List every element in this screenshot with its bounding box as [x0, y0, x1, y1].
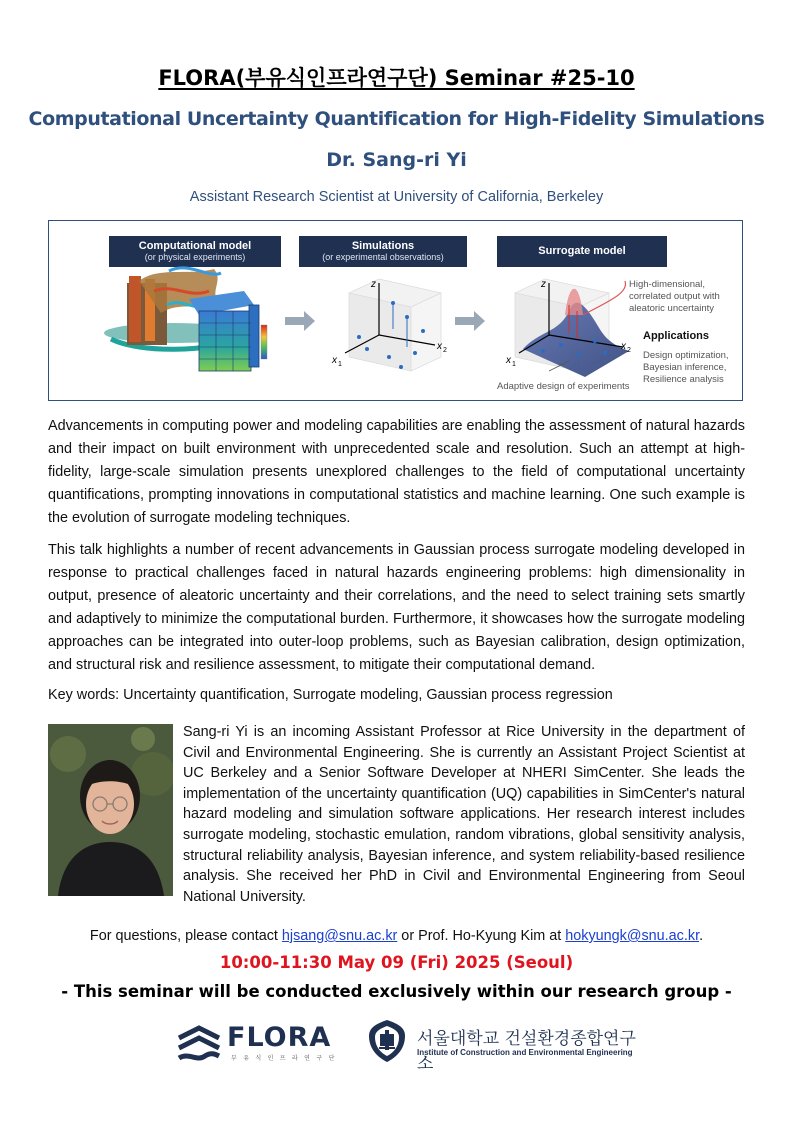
application-item-3: Resilience analysis: [643, 374, 724, 385]
keywords: Key words: Uncertainty quantification, Surrogate modeling, Gaussian process regression: [48, 687, 613, 703]
simulations-scatter: [331, 279, 447, 371]
annotation-output-line1: High-dimensional,: [629, 279, 706, 290]
annotation-output-line3: aleatoric uncertainty: [629, 303, 715, 314]
arrow-icon: [285, 311, 315, 331]
sur-axis-x2: x: [621, 341, 626, 352]
contact-prefix: For questions, please contact: [89, 928, 282, 944]
speaker-name: Dr. Sang-ri Yi: [326, 149, 467, 171]
annotation-output-line2: correlated output with: [629, 291, 720, 302]
snu-korean-name: 서울대학교 건설환경종합연구소: [417, 1029, 636, 1074]
snu-emblem-icon: [365, 1018, 409, 1064]
speaker-photo: [48, 724, 173, 896]
sim-axis-x2-sub: 2: [443, 347, 447, 354]
contact-line: [0, 928, 793, 944]
email-link-hokyungk[interactable]: hokyungk@snu.ac.kr: [565, 928, 700, 944]
email-link-hjsang[interactable]: hjsang@snu.ac.kr: [281, 928, 398, 944]
contact-suffix: .: [699, 928, 704, 944]
abstract-paragraph-1: Advancements in computing power and modeling capabilities are enabling the assessment of natural hazards and their impact on built environment with unprecedented scale and resolution. Such an attempt at high-fidelity, large-scale simulation presents unexplored challenges to the field of computational uncertainty quantifications, prompting innovations in computational statistics and machine learning. One such example is the evolution of surrogate modeling techniques.: [48, 418, 745, 526]
arrow-icon: [455, 311, 485, 331]
flora-wave-icon: [175, 1024, 223, 1064]
speaker-bio: Sang-ri Yi is an incoming Assistant Professor at Rice University in the department of Civil and Environmental Engineering. She is currently an Assistant Project Scientist at UC Berkeley and a Senior Software Developer at NHERI SimCenter. She leads the implementation of the uncertainty quantification (UQ) capabilities in SimCenter's natural hazard modeling and simulation software applications. Her research interest includes surrogate modeling, stochastic emulation, random vibrations, global sensitivity analysis, structural reliability analysis, Bayesian inference, and system reliability-based resilience analysis. She received her PhD in Civil and Environmental Engineering from Seoul National University.: [183, 724, 745, 905]
sur-axis-x2-sub: 2: [627, 347, 631, 354]
computational-model-subtitle: (or physical experiments): [144, 252, 246, 262]
abstract-paragraph-2: This talk highlights a number of recent advancements in Gaussian process surrogate modeling developed in response to practical challenges faced in natural hazards engineering problems: high dimensionality in output, presence of aleatoric uncertainty and their correlations, and the need to select training sets smartly and adaptively to minimize the computational burden. Furthermore, it showcases how the surrogate modeling approaches can be integrated into outer-loop problems, such as Bayesian calibration, design optimization, and structural risk and resilience assessment, to mitigate their computational demand.: [48, 542, 745, 673]
snu-english-name: Institute of Construction and Environmental Engineering: [417, 1048, 633, 1057]
speaker-portrait-image: [48, 724, 173, 896]
speaker-affiliation: Assistant Research Scientist at University of California, Berkeley: [189, 189, 604, 205]
sim-axis-x1-sub: 1: [338, 361, 342, 368]
sim-axis-x2: x: [437, 341, 442, 352]
simulations-subtitle: (or experimental observations): [322, 252, 444, 262]
overview-figure: [48, 220, 743, 401]
application-item-2: Bayesian inference,: [643, 362, 727, 373]
computational-model-title: Computational model: [138, 240, 252, 252]
sur-axis-z: z: [541, 279, 546, 290]
surrogate-model-title: Surrogate model: [538, 245, 626, 257]
computational-model-illustration: [104, 268, 267, 371]
flora-wordmark: FLORA: [227, 1022, 332, 1053]
seminar-title: FLORA(부유식인프라연구단) Seminar #25-10: [158, 66, 635, 90]
adaptive-design-label: Adaptive design of experiments: [497, 381, 630, 392]
seminar-notice: - This seminar will be conducted exclusively within our research group -: [61, 982, 732, 1001]
flora-korean-subtitle: 부유식인프라연구단: [231, 1056, 341, 1062]
snu-institute-logo: [365, 1018, 645, 1074]
surrogate-model-illustration: [505, 279, 631, 377]
sur-axis-x1: x: [506, 355, 511, 366]
simulations-title: Simulations: [351, 240, 415, 252]
contact-middle: or Prof. Ho-Kyung Kim at: [397, 928, 566, 944]
application-item-1: Design optimization,: [643, 350, 729, 361]
applications-title: Applications: [643, 330, 710, 342]
sim-axis-z: z: [371, 279, 376, 290]
figure-graphics: [49, 221, 742, 400]
sur-axis-x1-sub: 1: [512, 361, 516, 368]
seminar-datetime: 10:00-11:30 May 09 (Fri) 2025 (Seoul): [219, 953, 574, 972]
flora-logo: [175, 1020, 345, 1064]
sim-axis-x1: x: [332, 355, 337, 366]
talk-title: Computational Uncertainty Quantification for High-Fidelity Simulations: [28, 108, 765, 130]
